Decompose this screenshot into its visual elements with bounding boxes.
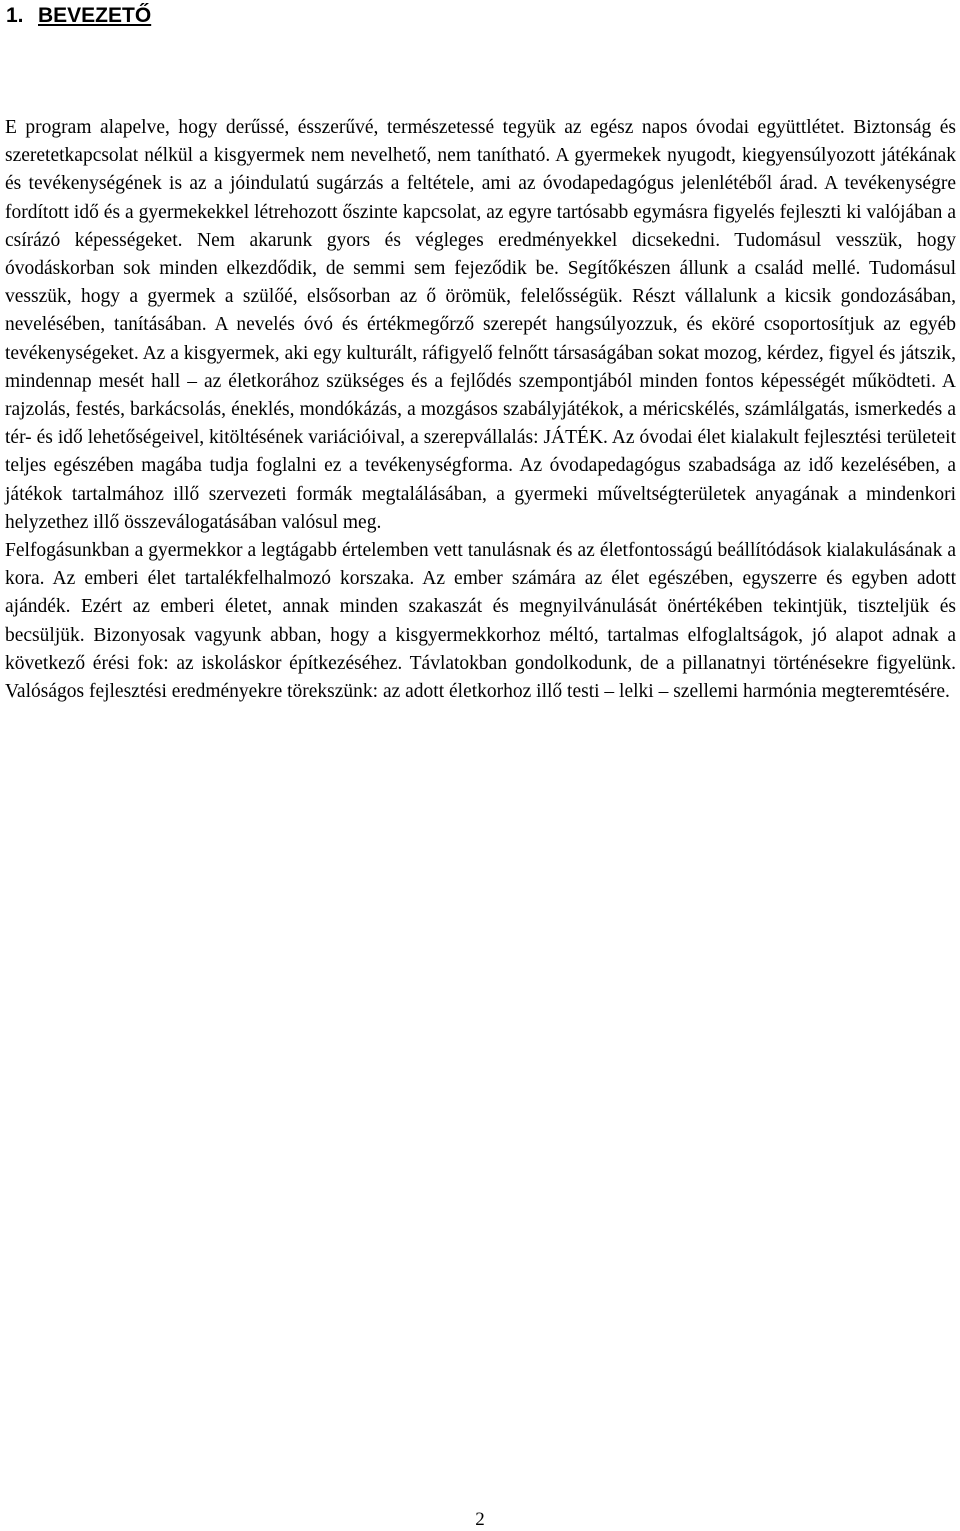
section-number: 1.	[6, 4, 24, 27]
body-text	[5, 114, 956, 706]
section-title: BEVEZETŐ	[38, 4, 152, 27]
page-number: 2	[475, 1509, 485, 1530]
paragraph-conception: Felfogásunkban a gyermekkor a legtágabb értelemben vett tanulásnak és az életfontosságú beállítódások kialakulásának a kora. Az emberi élet tartalékfelhalmozó korszaka. Az ember számára az élet egészében, egyszerre és egyben adott ajándék. Ezért az emberi életet, annak minden szakaszát és megnyilvánulását önértékében tekintjük, tiszteljük és becsüljük. Bizonyosak vagyunk abban, hogy a kisgyermekkorhoz méltó, tartalmas elfoglaltságok, jó alapot adnak a következő érési fok: az iskoláskor építkezéséhez. Távlatokban gondolkodunk, de a pillanatnyi történésekre figyelünk. Valóságos fejlesztési eredményekre törekszünk: az adott életkorhoz illő testi – lelki – szellemi harmónia megteremtésére.	[5, 540, 956, 703]
paragraph-intro: E program alapelve, hogy derűssé, ésszerűvé, természetessé tegyük az egész napos óvodai együttlétet. Biztonság és szeretetkapcsolat nélkül a kisgyermek nem nevelhető, nem tanítható. A gyermekek nyugodt, kiegyensúlyozott játékának és tevékenységének is az a jóindulatú sugárzás a feltétele, ami az óvodapedagógus jelenlétéből árad. A tevékenységre fordított idő és a gyermekekkel létrehozott őszinte kapcsolat, az egyre tartósabb egymásra figyelés fejleszti ki valójában a csírázó képességeket. Nem akarunk gyors és végleges eredményekkel dicsekedni. Tudomásul vesszük, hogy óvodáskorban sok minden elkezdődik, de semmi sem fejeződik be. Segítőkészen állunk a család mellé. Tudomásul vesszük, hogy a gyermek a szülőé, elsősorban az ő örömük, felelősségük. Részt vállalunk a kicsik gondozásában, nevelésében, tanításában. A nevelés óvó és értékmegőrző szerepét hangsúlyozzuk, és eköré csoportosítjuk az egyéb tevékenységeket. Az a kisgyermek, aki egy kulturált, ráfigyelő felnőtt társaságában sokat mozog, kérdez, figyel és játszik, mindennap mesét hall – az életkorához szükséges és a fejlődés szempontjából minden fontos képességét működteti. A rajzolás, festés, barkácsolás, éneklés, mondókázás, a mozgásos szabályjátékok, a méricskélés, számlálgatás, ismerkedés a tér- és idő lehetőségeivel, kitöltésének variációival, a szerepvállalás: JÁTÉK. Az óvodai élet kialakult fejlesztési területeit teljes egészében magába tudja foglalni ez a tevékenységforma. Az óvodapedagógus szabadsága az idő kezelésében, a játékok tartalmához illő szervezeti formák megtalálásában, a gyermeki műveltségterületek anyagának a mindenkori helyzethez illő összeválogatásában valósul meg.	[5, 117, 956, 533]
section-heading	[6, 3, 151, 29]
